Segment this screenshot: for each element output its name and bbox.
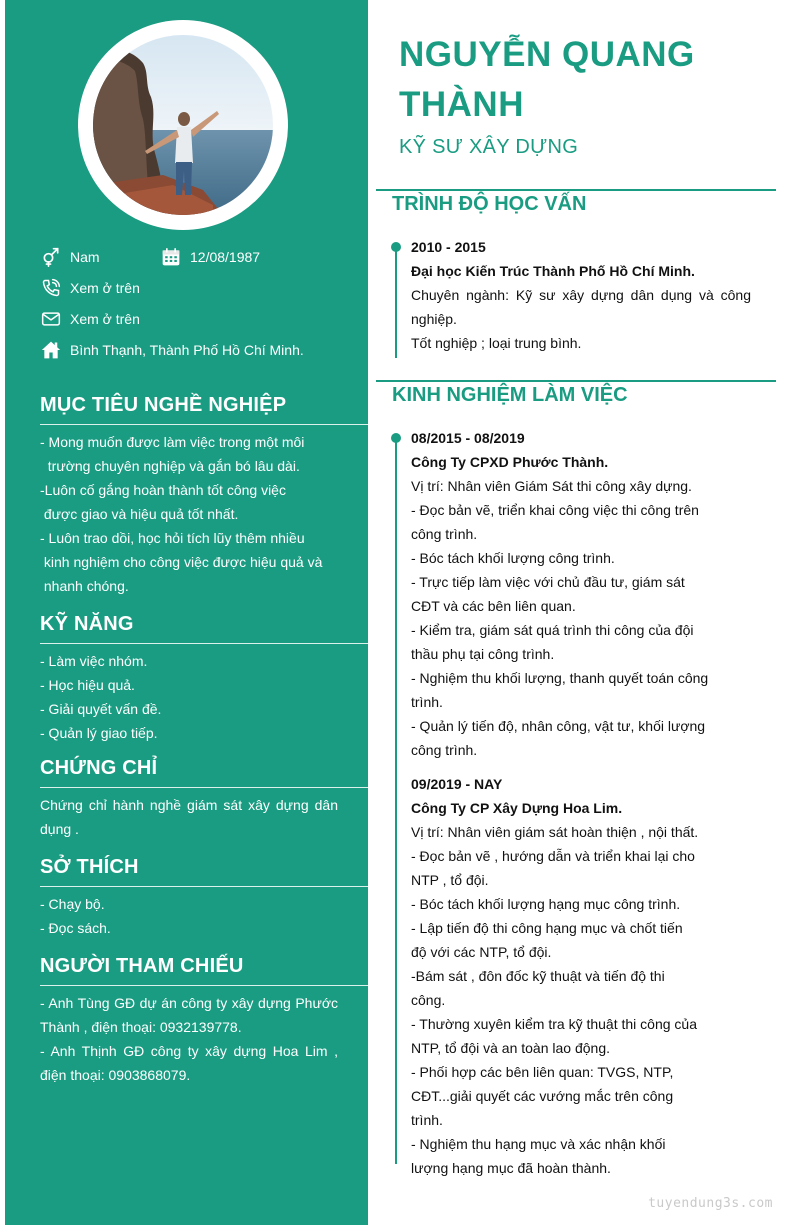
gender-row (40, 246, 100, 268)
job-detail: Vị trí: Nhân viên Giám Sát thi công xây dựng. (411, 478, 692, 494)
objective-line: nhanh chóng. (40, 578, 129, 594)
phone-row (40, 277, 140, 299)
reference-item: - Anh Tùng GĐ dự án công ty xây dựng Phước Thành , điện thoại: 0932139778. (40, 995, 338, 1035)
watermark: tuyendung3s.com (648, 1196, 773, 1211)
education-entry (411, 235, 751, 355)
certificates-divider (40, 787, 368, 788)
job-entry (411, 426, 751, 762)
job-detail: - Nghiệm thu khối lượng, thanh quyết toán công (411, 670, 709, 686)
address-row (40, 339, 304, 361)
job-detail: - Đọc bản vẽ , hướng dẫn và triển khai lại cho (411, 848, 695, 864)
candidate-name (399, 30, 779, 130)
phone-icon (40, 277, 62, 299)
avatar-frame (78, 20, 288, 230)
education-grade: Tốt nghiệp ; loại trung bình. (411, 335, 582, 351)
objective-line: được giao và hiệu quả tốt nhất. (40, 506, 239, 522)
certificates-title: CHỨNG CHỈ (40, 757, 158, 779)
skills-title: KỸ NĂNG (40, 613, 134, 635)
job-company: Công Ty CPXD Phước Thành. (411, 454, 609, 470)
references-title: NGƯỜI THAM CHIẾU (40, 955, 244, 977)
job-detail: trình. (411, 1112, 443, 1128)
education-title: TRÌNH ĐỘ HỌC VẤN (392, 193, 587, 215)
job-period: 08/2015 - 08/2019 (411, 430, 525, 446)
email-value: Xem ở trên (70, 311, 140, 327)
experience-timeline (395, 437, 397, 1164)
skills-divider (40, 643, 368, 644)
calendar-icon (160, 246, 182, 268)
job-detail: độ với các NTP, tổ đội. (411, 944, 552, 960)
job-detail: - Kiểm tra, giám sát quá trình thi công của đội (411, 622, 694, 638)
objective-divider (40, 424, 368, 425)
job-detail: công. (411, 992, 446, 1008)
job-entry (411, 772, 751, 1180)
hobby-item: - Chạy bộ. (40, 896, 105, 912)
education-period: 2010 - 2015 (411, 239, 486, 255)
profile-photo (93, 35, 273, 215)
hobbies-title: SỞ THÍCH (40, 856, 139, 878)
birthdate-value: 12/08/1987 (190, 249, 261, 265)
job-detail: trình. (411, 694, 443, 710)
job-detail: lượng hạng mục đã hoàn thành. (411, 1160, 611, 1176)
job-detail: CĐT và các bên liên quan. (411, 598, 576, 614)
timeline-dot (391, 242, 401, 252)
objective-title: MỤC TIÊU NGHỀ NGHIỆP (40, 394, 287, 416)
job-detail: CĐT...giải quyết các vướng mắc trên công (411, 1088, 674, 1104)
skill-item: - Giải quyết vấn đề. (40, 701, 162, 717)
references-divider (40, 985, 368, 986)
job-company: Công Ty CP Xây Dựng Hoa Lim. (411, 800, 623, 816)
job-detail: - Nghiệm thu hạng mục và xác nhận khối (411, 1136, 666, 1152)
job-detail: - Quản lý tiến độ, nhân công, vật tư, khối lượng (411, 718, 706, 734)
education-divider (376, 189, 776, 191)
objective-line: - Mong muốn được làm việc trong một môi (40, 434, 305, 450)
home-icon (40, 339, 62, 361)
experience-title: KINH NGHIỆM LÀM VIỆC (392, 384, 628, 406)
job-detail: - Thường xuyên kiểm tra kỹ thuật thi công của (411, 1016, 697, 1032)
gender-icon (40, 246, 62, 268)
job-detail: - Bóc tách khối lượng hạng mục công trình. (411, 896, 681, 912)
job-detail: thầu phụ tại công trình. (411, 646, 555, 662)
sidebar (5, 0, 368, 1225)
skill-item: - Học hiệu quả. (40, 677, 135, 693)
hobbies-divider (40, 886, 368, 887)
job-detail: -Bám sát , đôn đốc kỹ thuật và tiến độ thi (411, 968, 665, 984)
avatar (93, 35, 273, 215)
job-detail: - Bóc tách khối lượng công trình. (411, 550, 615, 566)
skill-item: - Quản lý giao tiếp. (40, 725, 158, 741)
job-detail: NTP , tổ đội. (411, 872, 489, 888)
job-detail: Vị trí: Nhân viên giám sát hoàn thiện , nội thất. (411, 824, 699, 840)
job-detail: công trình. (411, 742, 478, 758)
job-title: KỸ SƯ XÂY DỰNG (399, 136, 579, 158)
name-line: NGUYỄN QUANG (399, 35, 695, 74)
skills-list (40, 649, 338, 745)
address-value: Bình Thạnh, Thành Phố Hồ Chí Minh. (70, 342, 304, 358)
job-detail: - Đọc bản vẽ, triển khai công việc thi công trên (411, 502, 699, 518)
objective-line: -Luôn cố gắng hoàn thành tốt công việc (40, 482, 286, 498)
references-list (40, 991, 338, 1087)
birthdate-row (160, 246, 260, 268)
job-detail: - Trực tiếp làm việc với chủ đầu tư, giám sát (411, 574, 685, 590)
certificates-text: Chứng chỉ hành nghề giám sát xây dựng dân dụng . (40, 797, 338, 837)
timeline-dot (391, 433, 401, 443)
objective-line: - Luôn trao dồi, học hỏi tích lũy thêm nhiều (40, 530, 305, 546)
experience-divider (376, 380, 776, 382)
phone-value: Xem ở trên (70, 280, 140, 296)
objective-text (40, 430, 360, 598)
education-school: Đại học Kiến Trúc Thành Phố Hồ Chí Minh. (411, 263, 695, 279)
job-period: 09/2019 - NAY (411, 776, 503, 792)
job-detail: - Lập tiến độ thi công hạng mục và chốt tiến (411, 920, 683, 936)
objective-line: trường chuyên nghiệp và gắn bó lâu dài. (40, 458, 300, 474)
name-line: THÀNH (399, 85, 524, 124)
objective-line: kinh nghiệm cho công việc được hiệu quả và (40, 554, 323, 570)
reference-item: - Anh Thịnh GĐ công ty xây dựng Hoa Lim , điện thoại: 0903868079. (40, 1043, 338, 1083)
gender-value: Nam (70, 249, 100, 265)
education-timeline (395, 246, 397, 358)
job-detail: - Phối hợp các bên liên quan: TVGS, NTP, (411, 1064, 674, 1080)
skill-item: - Làm việc nhóm. (40, 653, 148, 669)
hobby-item: - Đọc sách. (40, 920, 111, 936)
hobbies-list (40, 892, 338, 940)
job-detail: NTP, tổ đội và an toàn lao động. (411, 1040, 610, 1056)
job-detail: công trình. (411, 526, 478, 542)
mail-icon (40, 308, 62, 330)
email-row (40, 308, 140, 330)
education-major: Chuyên ngành: Kỹ sư xây dựng dân dụng và công nghiệp. (411, 287, 751, 327)
